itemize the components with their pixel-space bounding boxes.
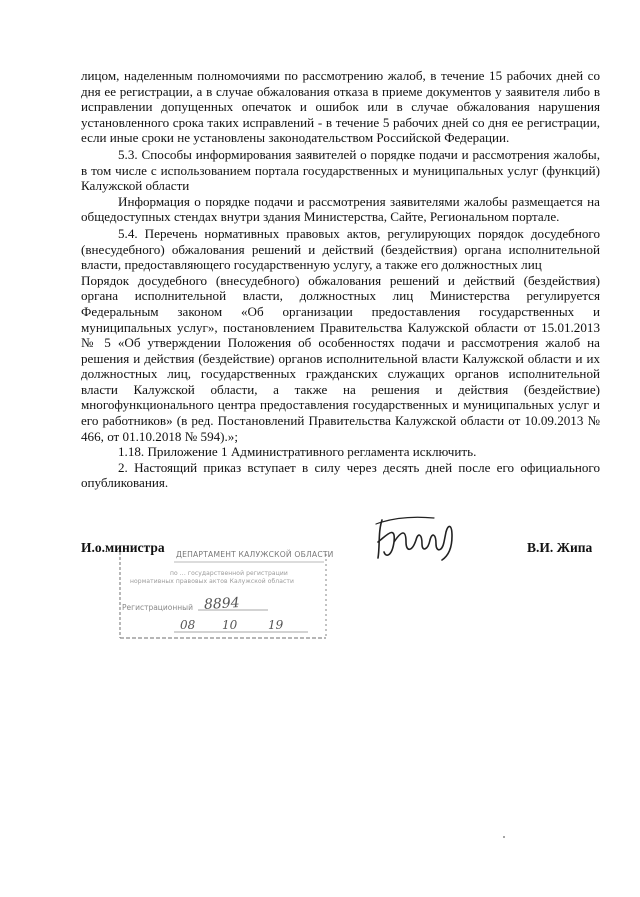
stamp-date-month: 10 [222, 618, 238, 632]
paragraph-complaint-deadlines: лицом, наделенным полномочиями по рассмотрению жалоб, в течение 15 рабочих дней со дня ее регистрации, а в случае обжалования отказа в приеме документов у заявителя либо в исправлении допущенных опечаток и ошибок или в случае обжалования нарушения установленного срока таких исправлений - в течение 5 рабочих дней со дня ее регистрации, если иные сроки не установлены законодательством Российской Федерации. [81, 68, 600, 146]
paragraph-5-3-info: Информация о порядке подачи и рассмотрения заявителями жалобы размещается на общедоступных стендах внутри здания Министерства, Сайте, Региональном портале. [81, 193, 600, 225]
signer-position: И.о.министра [81, 540, 165, 555]
paragraph-5-4-heading: 5.4. Перечень нормативных правовых актов, регулирующих порядок досудебного (внесудебного) обжалования решений и действий (бездействия) органа исполнительной власти, предоставляющего государственную услугу, а также его должностных лиц [81, 225, 600, 273]
stamp-registration-label: Регистрационный [122, 603, 193, 612]
paragraph-2-effective-date: 2. Настоящий приказ вступает в силу через десять дней после его официального опубликования. [81, 459, 600, 491]
paragraph-5-4-regulation: Порядок досудебного (внесудебного) обжалования решений и действий (бездействия) органа исполнительной власти, должностных лиц Министерства регулируется Федеральным законом «Об организации предоставления государственных и муниципальных услуг», постановлением Правительства Калужской области от 15.01.2013 № 5 «Об утверждении Положения об особенностях подачи и рассмотрения жалоб на решения и действия (бездействие) органов исполнительной власти Калужской области и их должностных лиц, государственных гражданских служащих органов исполнительной власти Калужской области, а также на решения и действия (бездействие) многофункционального центра предоставления государственных и муниципальных услуг и его работников» (в ред. Постановлений Правительства Калужской области от 10.09.2013 № 466, от 01.10.2018 № 594).»; [81, 272, 600, 444]
stamp-date-day: 08 [180, 618, 196, 632]
stamp-registration-number: 8894 [203, 595, 241, 613]
paragraph-1-18: 1.18. Приложение 1 Административного регламента исключить. [118, 444, 477, 460]
paragraph-5-3-heading: 5.3. Способы информирования заявителей о порядке подачи и рассмотрения жалобы, в том числе с использованием портала государственных и муниципальных услуг (функций) Калужской области [81, 146, 600, 194]
handwritten-signature [372, 512, 462, 564]
stamp-date-year: 19 [268, 618, 284, 632]
stamp-text-line: по ... государственной регистрации [170, 570, 288, 577]
stamp-text-line: нормативных правовых актов Калужской области [130, 578, 295, 585]
signer-name: В.И. Жипа [527, 540, 593, 555]
stamp-title: ДЕПАРТАМЕНТ КАЛУЖСКОЙ ОБЛАСТИ [176, 550, 334, 559]
scan-speck [503, 836, 505, 838]
registration-stamp [118, 548, 334, 640]
